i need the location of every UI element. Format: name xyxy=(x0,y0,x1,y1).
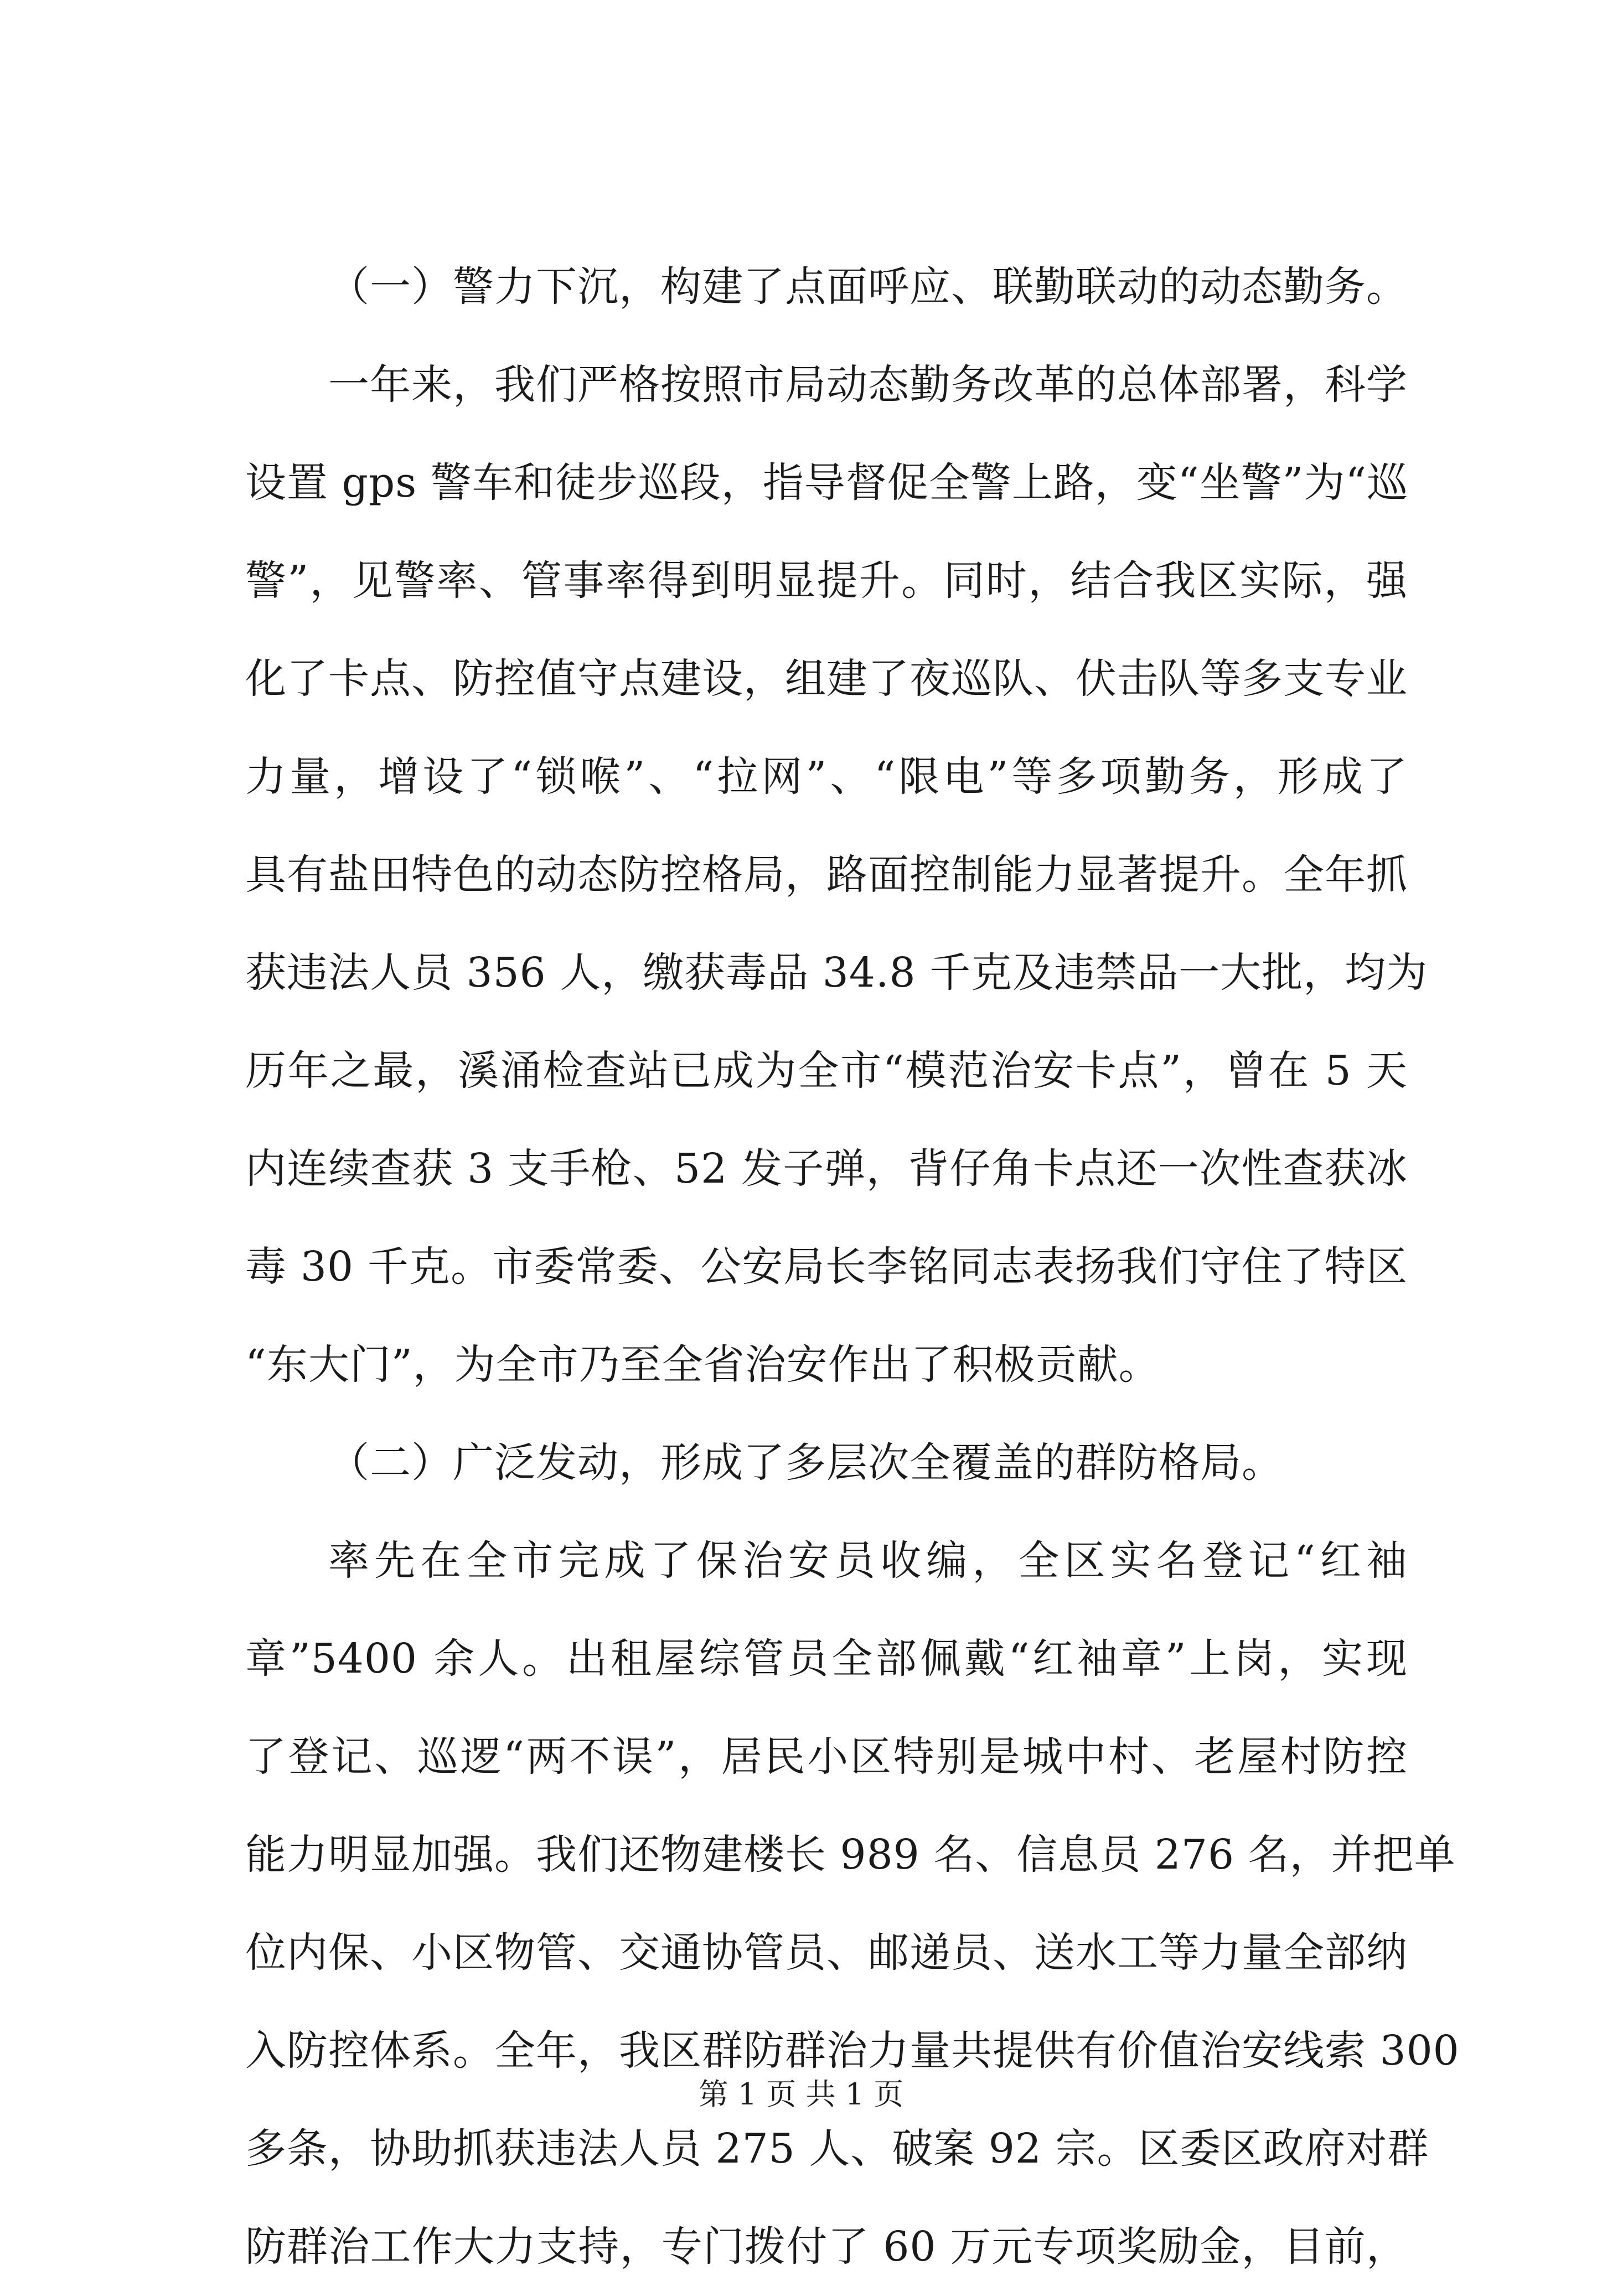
paragraph-line: 多条，协助抓获违法人员 275 人、破案 92 宗。区委区政府对群 xyxy=(245,2125,1429,2173)
page-footer: 第 1 页 共 1 页 xyxy=(698,2077,904,2112)
paragraph-line: 历年之最，溪涌检查站已成为全市“模范治安卡点”，曾在 5 天 xyxy=(245,1047,1408,1095)
paragraph-line: “东大门”，为全市乃至全省治安作出了积极贡献。 xyxy=(245,1341,1160,1389)
paragraph-line: 毒 30 千克。市委常委、公安局长李铭同志表扬我们守住了特区 xyxy=(245,1243,1408,1291)
section-heading-2: （二）广泛发动，形成了多层次全覆盖的群防格局。 xyxy=(328,1439,1283,1487)
paragraph-line: 设置 gps 警车和徒步巡段，指导督促全警上路，变“坐警”为“巡 xyxy=(245,459,1409,507)
paragraph-line: 了登记、巡逻“两不误”，居民小区特别是城中村、老屋村防控 xyxy=(245,1733,1408,1781)
paragraph-line: 一年来，我们严格按照市局动态勤务改革的总体部署，科学 xyxy=(328,361,1408,409)
paragraph-line: 章”5400 余人。出租屋综管员全部佩戴“红袖章”上岗，实现 xyxy=(245,1635,1408,1683)
paragraph-line: 率先在全市完成了保治安员收编，全区实名登记“红袖 xyxy=(328,1537,1408,1585)
paragraph-line: 力量，增设了“锁喉”、“拉网”、“限电”等多项勤务，形成了 xyxy=(245,753,1408,801)
document-body xyxy=(245,238,1460,2296)
paragraph-line: 防群治工作大力支持，专门拨付了 60 万元专项奖励金，目前， xyxy=(245,2223,1408,2271)
paragraph-line: 能力明显加强。我们还物建楼长 989 名、信息员 276 名，并把单 xyxy=(245,1831,1456,1879)
paragraph-line: 内连续查获 3 支手枪、52 发子弹，背仔角卡点还一次性查获冰 xyxy=(245,1145,1408,1193)
paragraph-line: 获违法人员 356 人，缴获毒品 34.8 千克及违禁品一大批，均为 xyxy=(245,949,1428,997)
section-heading-1: （一）警力下沉，构建了点面呼应、联勤联动的动态勤务。 xyxy=(328,263,1408,311)
paragraph-line: 入防控体系。全年，我区群防群治力量共提供有价值治安线索 300 xyxy=(245,2027,1460,2075)
paragraph-line: 位内保、小区物管、交通协管员、邮递员、送水工等力量全部纳 xyxy=(245,1929,1408,1977)
paragraph-line: 警”，见警率、管事率得到明显提升。同时，结合我区实际，强 xyxy=(245,557,1408,605)
paragraph-line: 具有盐田特色的动态防控格局，路面控制能力显著提升。全年抓 xyxy=(245,851,1408,899)
paragraph-line: 化了卡点、防控值守点建设，组建了夜巡队、伏击队等多支专业 xyxy=(245,655,1408,703)
